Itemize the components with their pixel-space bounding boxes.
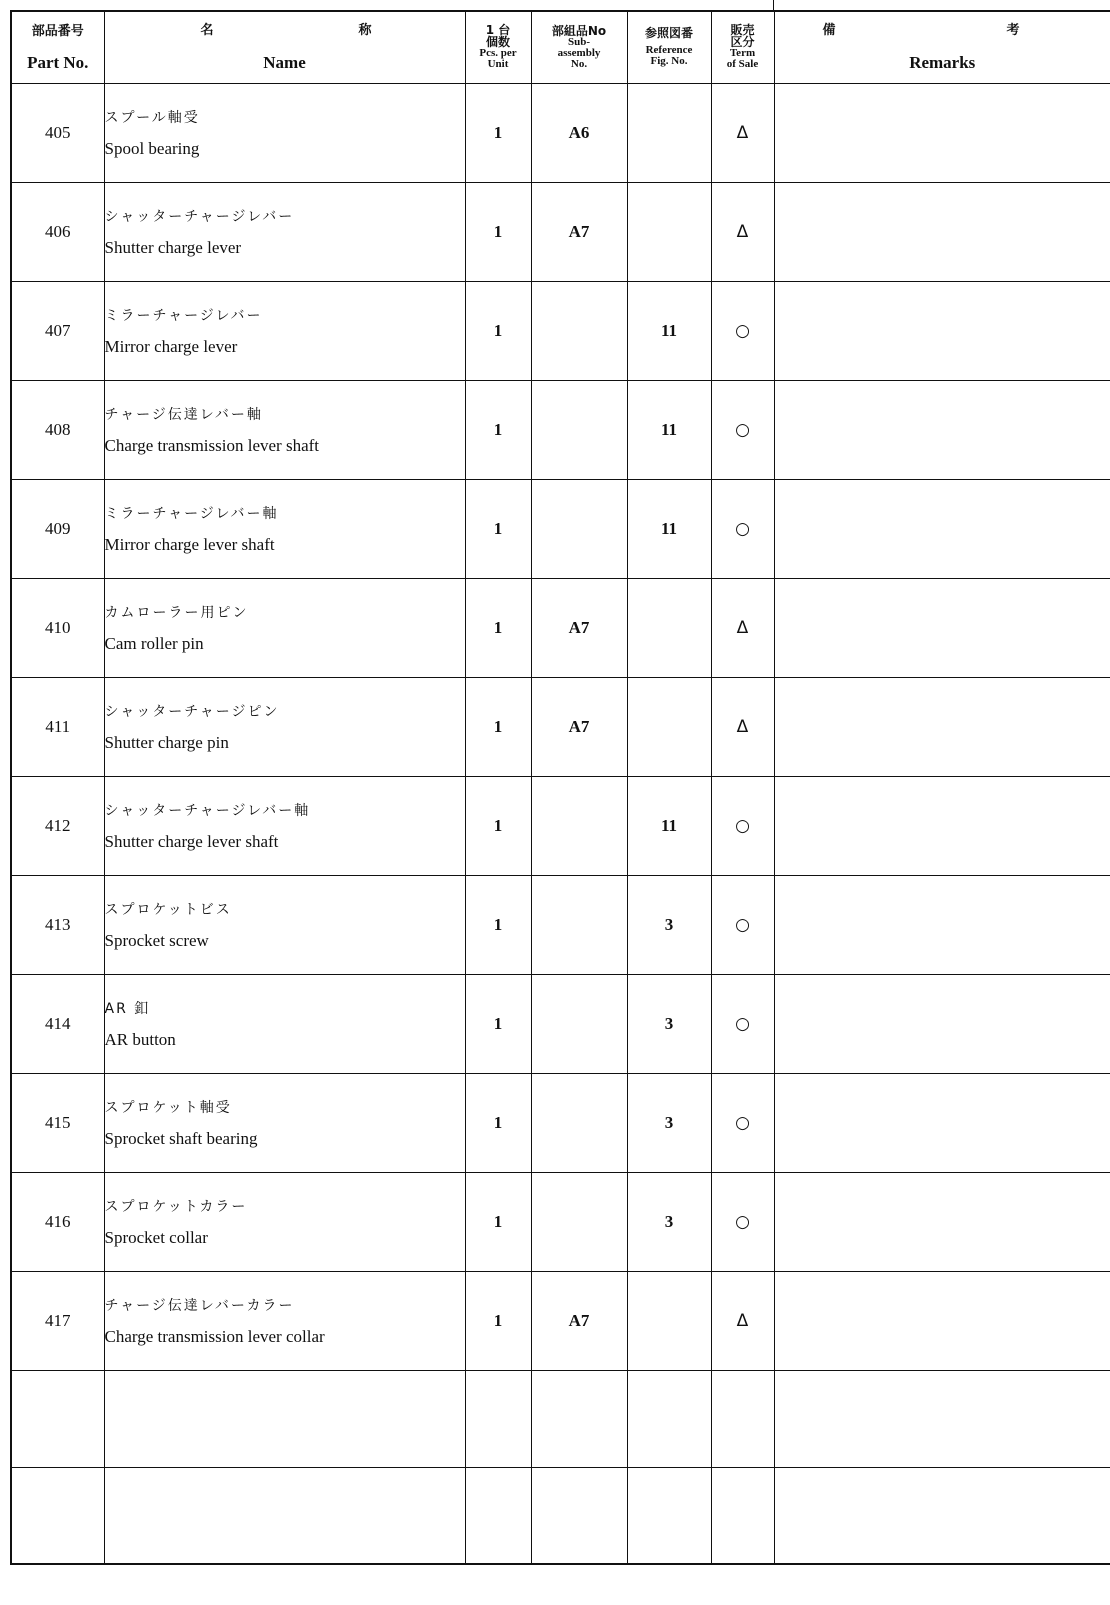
name-en: Charge transmission lever shaft bbox=[104, 435, 320, 455]
name-en: Charge transmission lever collar bbox=[104, 1326, 325, 1346]
name-en: Sprocket screw bbox=[104, 930, 209, 950]
name-cell bbox=[104, 974, 465, 1073]
part-no-cell: 415 bbox=[11, 1073, 104, 1172]
reference-cell: 3 bbox=[627, 974, 711, 1073]
header-term-jp-2: 区分 bbox=[730, 35, 755, 50]
table-row bbox=[11, 1073, 1110, 1172]
name-en: Shutter charge lever bbox=[104, 237, 242, 257]
term-of-sale-cell: ○ bbox=[711, 281, 774, 380]
parts-list-sheet bbox=[10, 10, 1110, 1565]
header-part-no-en: Part No. bbox=[27, 53, 89, 73]
remarks-cell bbox=[774, 1271, 1110, 1370]
header-part-no-jp: 部品番号 bbox=[31, 24, 84, 40]
name-cell bbox=[104, 479, 465, 578]
term-of-sale-cell: Δ bbox=[711, 1271, 774, 1370]
reference-cell: 3 bbox=[627, 1172, 711, 1271]
pcs-cell: 1 bbox=[465, 1271, 531, 1370]
header-reference-fig-no bbox=[627, 11, 711, 83]
header-term-of-sale bbox=[711, 11, 774, 83]
header-remarks-jp-a: 備 bbox=[822, 23, 836, 38]
header-pcs-jp-1: 1 台 bbox=[485, 23, 511, 38]
name-jp: カムローラー用ピン bbox=[104, 604, 249, 621]
parts-table-body bbox=[11, 83, 1110, 1564]
header-remarks-jp-b: 考 bbox=[1006, 23, 1020, 38]
subassembly-cell bbox=[531, 1073, 627, 1172]
name-jp: チャージ伝達レバー軸 bbox=[104, 406, 263, 423]
part-no-cell: 417 bbox=[11, 1271, 104, 1370]
reference-cell bbox=[627, 677, 711, 776]
name-jp: ミラーチャージレバー軸 bbox=[104, 505, 279, 522]
remarks-cell bbox=[774, 281, 1110, 380]
name-en: Mirror charge lever bbox=[104, 336, 238, 356]
remarks-cell bbox=[774, 380, 1110, 479]
term-of-sale-cell: Δ bbox=[711, 182, 774, 281]
part-no-cell: 411 bbox=[11, 677, 104, 776]
header-name-en: Name bbox=[263, 53, 306, 72]
part-no-cell: 413 bbox=[11, 875, 104, 974]
table-row bbox=[11, 578, 1110, 677]
subassembly-cell: A6 bbox=[531, 83, 627, 182]
header-term-en-1: Term bbox=[729, 47, 756, 60]
term-of-sale-cell: ○ bbox=[711, 479, 774, 578]
name-cell bbox=[104, 83, 465, 182]
table-row bbox=[11, 182, 1110, 281]
name-en: AR button bbox=[104, 1029, 176, 1049]
pcs-cell: 1 bbox=[465, 380, 531, 479]
header-ref-jp: 参照図番 bbox=[644, 26, 693, 41]
subassembly-cell bbox=[531, 479, 627, 578]
header-ref-en-1: Reference bbox=[645, 44, 693, 57]
name-jp: スプロケットカラー bbox=[104, 1198, 248, 1215]
name-cell bbox=[104, 182, 465, 281]
term-of-sale-cell: Δ bbox=[711, 677, 774, 776]
name-cell bbox=[104, 677, 465, 776]
part-no-cell: 409 bbox=[11, 479, 104, 578]
name-cell bbox=[104, 578, 465, 677]
empty-cell bbox=[11, 1467, 104, 1564]
name-cell bbox=[104, 875, 465, 974]
reference-cell: 11 bbox=[627, 776, 711, 875]
empty-cell bbox=[627, 1370, 711, 1467]
empty-cell bbox=[11, 1370, 104, 1467]
empty-cell bbox=[465, 1370, 531, 1467]
remarks-cell bbox=[774, 182, 1110, 281]
reference-cell: 11 bbox=[627, 380, 711, 479]
table-row bbox=[11, 380, 1110, 479]
name-cell bbox=[104, 281, 465, 380]
subassembly-cell bbox=[531, 380, 627, 479]
table-row bbox=[11, 479, 1110, 578]
term-of-sale-cell: Δ bbox=[711, 578, 774, 677]
header-part-no bbox=[11, 11, 104, 83]
name-en: Sprocket shaft bearing bbox=[104, 1128, 258, 1148]
pcs-cell: 1 bbox=[465, 1172, 531, 1271]
reference-cell: 3 bbox=[627, 875, 711, 974]
header-pcs-jp-2: 個数 bbox=[485, 35, 510, 50]
header-pcs-per-unit bbox=[465, 11, 531, 83]
term-of-sale-cell: ○ bbox=[711, 776, 774, 875]
part-no-cell: 407 bbox=[11, 281, 104, 380]
header-sub-jp: 部組品No bbox=[551, 23, 607, 38]
header-pcs-en-1: Pcs. per bbox=[479, 47, 517, 60]
remarks-cell bbox=[774, 776, 1110, 875]
header-name-jp-b: 称 bbox=[358, 23, 372, 38]
subassembly-cell: A7 bbox=[531, 182, 627, 281]
pcs-cell: 1 bbox=[465, 182, 531, 281]
reference-cell: 11 bbox=[627, 281, 711, 380]
name-jp: スプール軸受 bbox=[104, 109, 200, 126]
table-row bbox=[11, 677, 1110, 776]
empty-cell bbox=[531, 1467, 627, 1564]
pcs-cell: 1 bbox=[465, 578, 531, 677]
remarks-cell bbox=[774, 1172, 1110, 1271]
remarks-cell bbox=[774, 479, 1110, 578]
subassembly-cell: A7 bbox=[531, 1271, 627, 1370]
name-en: Spool bearing bbox=[104, 138, 200, 158]
remarks-cell bbox=[774, 83, 1110, 182]
parts-table bbox=[10, 10, 1110, 1565]
name-jp: ミラーチャージレバー bbox=[104, 307, 263, 324]
subassembly-cell: A7 bbox=[531, 677, 627, 776]
name-en: Shutter charge lever shaft bbox=[104, 831, 279, 851]
reference-cell bbox=[627, 578, 711, 677]
empty-cell bbox=[104, 1467, 465, 1564]
part-no-cell: 408 bbox=[11, 380, 104, 479]
term-of-sale-cell: ○ bbox=[711, 875, 774, 974]
pcs-cell: 1 bbox=[465, 1073, 531, 1172]
table-row bbox=[11, 1172, 1110, 1271]
header-term-jp-1: 販売 bbox=[730, 23, 755, 38]
table-row-empty bbox=[11, 1370, 1110, 1467]
term-of-sale-cell: Δ bbox=[711, 83, 774, 182]
reference-cell bbox=[627, 83, 711, 182]
name-cell bbox=[104, 1271, 465, 1370]
table-row-empty bbox=[11, 1467, 1110, 1564]
reference-cell: 11 bbox=[627, 479, 711, 578]
reference-cell: 3 bbox=[627, 1073, 711, 1172]
name-cell bbox=[104, 380, 465, 479]
subassembly-cell: A7 bbox=[531, 578, 627, 677]
name-jp: シャッターチャージレバー軸 bbox=[104, 802, 311, 819]
pcs-cell: 1 bbox=[465, 479, 531, 578]
name-cell bbox=[104, 1172, 465, 1271]
name-cell bbox=[104, 776, 465, 875]
part-no-cell: 412 bbox=[11, 776, 104, 875]
name-jp: AR 釦 bbox=[104, 1000, 151, 1017]
term-of-sale-cell: ○ bbox=[711, 380, 774, 479]
reference-cell bbox=[627, 182, 711, 281]
empty-cell bbox=[465, 1467, 531, 1564]
empty-cell bbox=[711, 1370, 774, 1467]
subassembly-cell bbox=[531, 875, 627, 974]
remarks-cell bbox=[774, 875, 1110, 974]
subassembly-cell bbox=[531, 281, 627, 380]
pcs-cell: 1 bbox=[465, 281, 531, 380]
name-jp: スプロケット軸受 bbox=[104, 1099, 232, 1116]
remarks-cell bbox=[774, 578, 1110, 677]
name-en: Cam roller pin bbox=[104, 633, 204, 653]
subassembly-cell bbox=[531, 1172, 627, 1271]
table-row bbox=[11, 1271, 1110, 1370]
header-name bbox=[104, 11, 465, 83]
part-no-cell: 416 bbox=[11, 1172, 104, 1271]
name-jp: シャッターチャージレバー bbox=[104, 208, 295, 225]
top-edge-mark bbox=[773, 0, 774, 10]
header-pcs-en-2: Unit bbox=[487, 58, 509, 71]
remarks-cell bbox=[774, 1073, 1110, 1172]
empty-cell bbox=[774, 1467, 1110, 1564]
empty-cell bbox=[531, 1370, 627, 1467]
name-cell bbox=[104, 1073, 465, 1172]
table-row bbox=[11, 83, 1110, 182]
part-no-cell: 406 bbox=[11, 182, 104, 281]
remarks-cell bbox=[774, 677, 1110, 776]
table-row bbox=[11, 776, 1110, 875]
reference-cell bbox=[627, 1271, 711, 1370]
empty-cell bbox=[711, 1467, 774, 1564]
part-no-cell: 414 bbox=[11, 974, 104, 1073]
term-of-sale-cell: ○ bbox=[711, 1073, 774, 1172]
empty-cell bbox=[774, 1370, 1110, 1467]
empty-cell bbox=[627, 1467, 711, 1564]
pcs-cell: 1 bbox=[465, 83, 531, 182]
header-remarks bbox=[774, 11, 1110, 83]
part-no-cell: 410 bbox=[11, 578, 104, 677]
pcs-cell: 1 bbox=[465, 974, 531, 1073]
term-of-sale-cell: ○ bbox=[711, 974, 774, 1073]
subassembly-cell bbox=[531, 974, 627, 1073]
remarks-cell bbox=[774, 974, 1110, 1073]
name-en: Sprocket collar bbox=[104, 1227, 208, 1247]
name-jp: チャージ伝達レバーカラー bbox=[104, 1297, 295, 1314]
header-sub-en-2: assembly bbox=[557, 46, 601, 59]
header-ref-en-2: Fig. No. bbox=[650, 55, 688, 68]
header-name-jp-a: 名 bbox=[200, 23, 214, 38]
subassembly-cell bbox=[531, 776, 627, 875]
header-sub-en-1: Sub- bbox=[567, 35, 591, 48]
pcs-cell: 1 bbox=[465, 875, 531, 974]
name-en: Shutter charge pin bbox=[104, 732, 229, 752]
part-no-cell: 405 bbox=[11, 83, 104, 182]
pcs-cell: 1 bbox=[465, 776, 531, 875]
name-jp: シャッターチャージピン bbox=[104, 703, 280, 720]
header-subassembly-no bbox=[531, 11, 627, 83]
empty-cell bbox=[104, 1370, 465, 1467]
table-row bbox=[11, 974, 1110, 1073]
pcs-cell: 1 bbox=[465, 677, 531, 776]
term-of-sale-cell: ○ bbox=[711, 1172, 774, 1271]
table-row bbox=[11, 281, 1110, 380]
table-header-row bbox=[11, 11, 1110, 83]
name-en: Mirror charge lever shaft bbox=[104, 534, 275, 554]
header-term-en-2: of Sale bbox=[726, 58, 759, 71]
table-row bbox=[11, 875, 1110, 974]
header-sub-en-3: No. bbox=[570, 57, 588, 70]
header-remarks-en: Remarks bbox=[909, 53, 976, 72]
name-jp: スプロケットビス bbox=[104, 901, 232, 918]
